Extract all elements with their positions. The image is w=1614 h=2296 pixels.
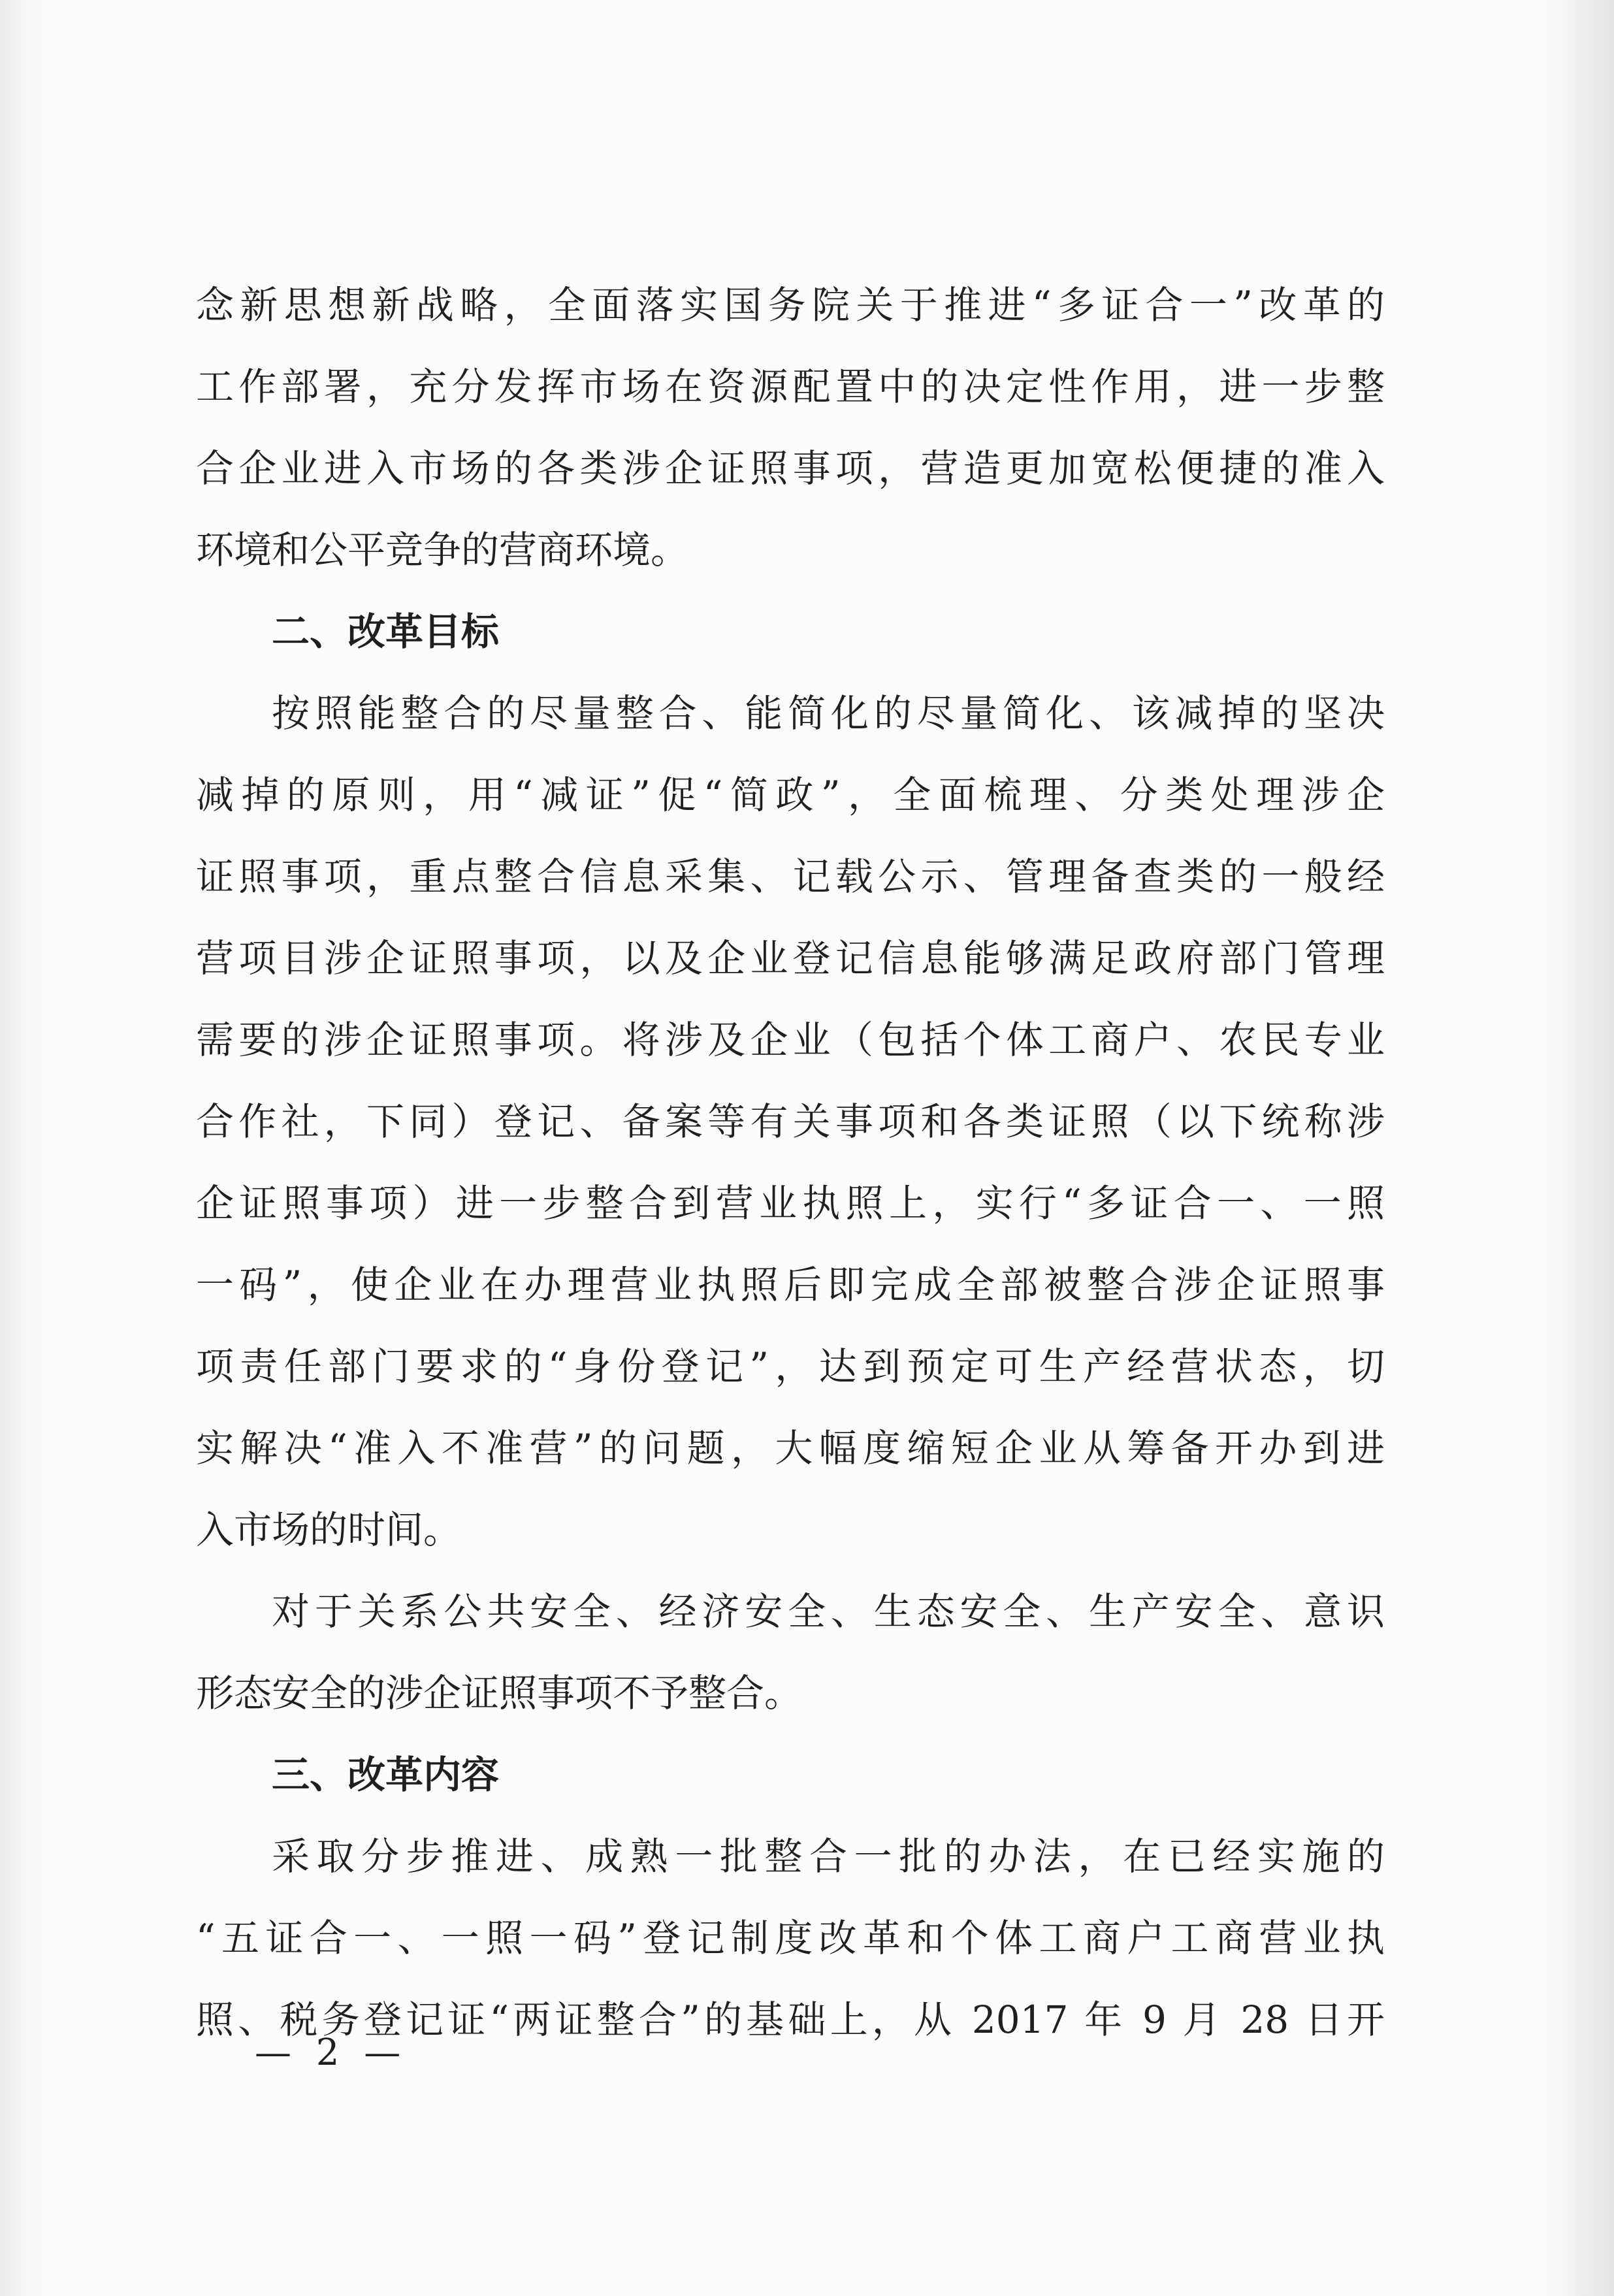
paragraph-line: 照、税务登记证“两证整合”的基础上，从 2017 年 9 月 28 日开: [196, 1997, 1385, 2042]
paragraph-line: 按照能整合的尽量整合、能简化的尽量简化、该减掉的坚决: [272, 691, 1385, 736]
paragraph-line: 工作部署，充分发挥市场在资源配置中的决定性作用，进一步整: [196, 364, 1385, 409]
paragraph-line: 采取分步推进、成熟一批整合一批的办法，在已经实施的: [272, 1834, 1385, 1879]
section-heading-content: 三、改革内容: [272, 1753, 500, 1797]
paragraph-line: 念新思想新战略，全面落实国务院关于推进“多证合一”改革的: [196, 283, 1385, 327]
paragraph-line: 证照事项，重点整合信息采集、记载公示、管理备查类的一般经: [196, 854, 1385, 899]
paragraph-line: 合作社，下同）登记、备案等有关事项和各类证照（以下统称涉: [196, 1099, 1385, 1144]
page-number: — 2 —: [255, 2031, 408, 2074]
scan-shadow-left: [0, 0, 46, 2296]
paragraph-line: 形态安全的涉企证照事项不予整合。: [196, 1671, 803, 1715]
paragraph-line: “五证合一、一照一码”登记制度改革和个体工商户工商营业执: [196, 1916, 1385, 1960]
paragraph-line: 项责任部门要求的“身份登记”，达到预定可生产经营状态，切: [196, 1344, 1385, 1389]
paragraph-line: 企证照事项）进一步整合到营业执照上，实行“多证合一、一照: [196, 1181, 1385, 1225]
paragraph-line: 入市场的时间。: [196, 1508, 462, 1552]
paragraph-line: 环境和公平竞争的营商环境。: [196, 528, 689, 572]
paragraph-line: 一码”，使企业在办理营业执照后即完成全部被整合涉企证照事: [196, 1263, 1385, 1307]
paragraph-line: 需要的涉企证照事项。将涉及企业（包括个体工商户、农民专业: [196, 1018, 1385, 1062]
paragraph-line: 营项目涉企证照事项，以及企业登记信息能够满足政府部门管理: [196, 936, 1385, 980]
section-heading-goals: 二、改革目标: [272, 609, 500, 654]
paragraph-line: 实解决“准入不准营”的问题，大幅度缩短企业从筹备开办到进: [196, 1426, 1385, 1470]
document-body: [196, 265, 1385, 2061]
paragraph-line: 减掉的原则，用“减证”促“简政”，全面梳理、分类处理涉企: [196, 773, 1385, 817]
paragraph-line: 对于关系公共安全、经济安全、生态安全、生产安全、意识: [272, 1589, 1385, 1634]
paragraph-line: 合企业进入市场的各类涉企证照事项，营造更加宽松便捷的准入: [196, 446, 1385, 491]
scan-shadow-right: [1542, 0, 1614, 2296]
